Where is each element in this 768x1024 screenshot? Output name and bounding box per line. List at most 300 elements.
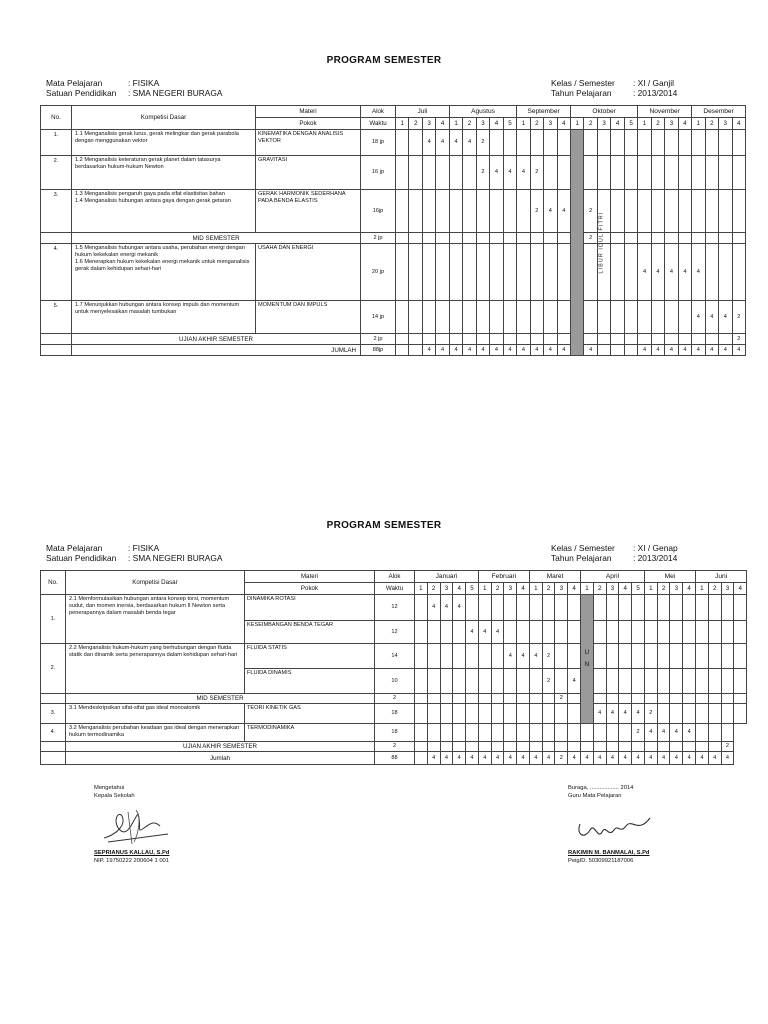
week-cell bbox=[491, 742, 504, 752]
week-cell bbox=[683, 694, 696, 704]
week-cell: 4 bbox=[557, 190, 570, 233]
week-cell: 4 bbox=[440, 752, 453, 765]
week-cell: 4 bbox=[606, 704, 619, 724]
week-cell bbox=[632, 742, 645, 752]
kompetensi-dasar: 3.2 Menganalisis perubahan keadaan gas ideal dengan menerapkan hukum termodinamika bbox=[66, 724, 245, 742]
table-row bbox=[41, 742, 747, 752]
week-cell bbox=[619, 595, 632, 621]
header-week: 3 bbox=[721, 583, 734, 595]
header-week: 4 bbox=[453, 583, 466, 595]
week-cell bbox=[476, 301, 489, 334]
week-cell bbox=[721, 669, 734, 694]
week-cell bbox=[696, 644, 709, 669]
week-cell bbox=[611, 233, 624, 244]
week-cell bbox=[611, 345, 624, 356]
header-week: 3 bbox=[422, 118, 435, 130]
week-cell bbox=[638, 301, 651, 334]
week-cell bbox=[466, 724, 479, 742]
table-row bbox=[41, 334, 746, 345]
header-week: 1 bbox=[644, 583, 657, 595]
week-cell bbox=[440, 704, 453, 724]
week-cell bbox=[544, 156, 557, 190]
week-cell bbox=[503, 233, 517, 244]
week-cell: 4 bbox=[436, 130, 449, 156]
week-cell bbox=[517, 190, 530, 233]
place-date: Buraga, .................. 2014 bbox=[568, 785, 634, 791]
week-cell bbox=[568, 694, 581, 704]
week-cell bbox=[683, 704, 696, 724]
week-cell bbox=[624, 244, 637, 301]
week-cell bbox=[611, 301, 624, 334]
header-materi: Materi bbox=[256, 106, 361, 118]
week-cell bbox=[644, 742, 657, 752]
week-cell: 4 bbox=[584, 345, 597, 356]
week-cell: 4 bbox=[719, 345, 732, 356]
week-cell bbox=[529, 595, 542, 621]
week-cell bbox=[542, 724, 555, 742]
kompetensi-dasar: 3.1 Mendeskripsikan sifat-sifat gas ideal monoatomik bbox=[66, 704, 245, 724]
alokasi-waktu: 2 bbox=[375, 742, 415, 752]
week-cell bbox=[708, 704, 721, 724]
header-waktu: Waktu bbox=[375, 583, 415, 595]
semester2-table bbox=[40, 570, 747, 765]
week-cell bbox=[606, 621, 619, 644]
header-week: 2 bbox=[657, 583, 670, 595]
header-week: 3 bbox=[504, 583, 517, 595]
week-cell bbox=[504, 621, 517, 644]
guru-label: Guru Mata Pelajaran bbox=[568, 792, 622, 799]
materi-pokok: DINAMIKA ROTASI bbox=[245, 595, 375, 621]
header-week: 3 bbox=[670, 583, 683, 595]
week-cell bbox=[396, 301, 409, 334]
headmaster-name: SEPRIANUS KALLAU, S.Pd bbox=[94, 850, 170, 857]
week-cell bbox=[657, 669, 670, 694]
week-cell bbox=[624, 130, 637, 156]
week-cell bbox=[478, 724, 491, 742]
table-row bbox=[41, 130, 746, 156]
week-cell bbox=[490, 301, 503, 334]
week-cell bbox=[670, 669, 683, 694]
week-cell bbox=[415, 644, 428, 669]
week-cell: 4 bbox=[557, 345, 570, 356]
week-cell bbox=[644, 644, 657, 669]
week-cell bbox=[491, 644, 504, 669]
week-cell bbox=[415, 724, 428, 742]
header-month: Desember bbox=[692, 106, 746, 118]
week-cell: 4 bbox=[503, 345, 517, 356]
week-cell: 2 bbox=[732, 334, 746, 345]
uas-label: UJIAN AKHIR SEMESTER bbox=[66, 742, 375, 752]
week-cell bbox=[440, 694, 453, 704]
row-no: 3. bbox=[41, 704, 66, 724]
week-cell bbox=[557, 233, 570, 244]
header-pokok: Pokok bbox=[256, 118, 361, 130]
week-cell: 4 bbox=[593, 752, 606, 765]
week-cell bbox=[529, 724, 542, 742]
week-cell bbox=[597, 156, 610, 190]
week-cell: 4 bbox=[490, 156, 503, 190]
week-cell bbox=[409, 345, 422, 356]
week-cell: 4 bbox=[449, 130, 462, 156]
header-month: Juli bbox=[396, 106, 450, 118]
week-cell bbox=[415, 694, 428, 704]
week-cell: 4 bbox=[719, 301, 732, 334]
header-week: 4 bbox=[734, 583, 747, 595]
kd-item: 1.5 Menganalisis hubungan antara usaha, perubahan energi dengan hukum kekekalan energi mekanik bbox=[75, 245, 245, 258]
week-cell bbox=[490, 233, 503, 244]
table-row bbox=[41, 244, 746, 301]
week-cell bbox=[568, 595, 581, 621]
week-cell bbox=[619, 742, 632, 752]
headmaster-nip: NIP. 19750222 200604 1 001 bbox=[94, 857, 169, 864]
week-cell bbox=[436, 244, 449, 301]
mapel-label: Mata Pelajaran bbox=[46, 78, 103, 88]
week-cell bbox=[708, 621, 721, 644]
tahun-label: Tahun Pelajaran bbox=[551, 553, 612, 563]
week-cell bbox=[503, 190, 517, 233]
week-cell bbox=[517, 130, 530, 156]
header-week: 5 bbox=[632, 583, 645, 595]
week-cell bbox=[665, 156, 678, 190]
week-cell bbox=[611, 130, 624, 156]
week-cell bbox=[568, 704, 581, 724]
week-cell bbox=[678, 334, 692, 345]
week-cell bbox=[396, 130, 409, 156]
week-cell bbox=[478, 595, 491, 621]
header-week: 1 bbox=[415, 583, 428, 595]
header-week: 4 bbox=[568, 583, 581, 595]
week-cell bbox=[708, 742, 721, 752]
header-materi: Materi bbox=[245, 571, 375, 583]
header-week: 2 bbox=[463, 118, 476, 130]
week-cell bbox=[606, 595, 619, 621]
week-cell: 4 bbox=[427, 752, 440, 765]
week-cell bbox=[504, 742, 517, 752]
week-cell bbox=[544, 334, 557, 345]
week-cell bbox=[517, 334, 530, 345]
week-cell: 4 bbox=[436, 345, 449, 356]
week-cell bbox=[670, 742, 683, 752]
week-cell bbox=[415, 704, 428, 724]
header-month: Februari bbox=[478, 571, 529, 583]
week-cell: 4 bbox=[529, 752, 542, 765]
header-week: 5 bbox=[624, 118, 637, 130]
week-cell bbox=[463, 156, 476, 190]
row-no: 2. bbox=[41, 156, 72, 190]
week-cell bbox=[436, 156, 449, 190]
semester2-meta-left bbox=[46, 543, 222, 563]
un-column bbox=[581, 595, 594, 724]
week-cell bbox=[705, 130, 718, 156]
week-cell bbox=[517, 244, 530, 301]
week-cell bbox=[568, 644, 581, 669]
week-cell bbox=[503, 301, 517, 334]
week-cell: 2 bbox=[476, 156, 489, 190]
week-cell bbox=[721, 724, 734, 742]
kelas-value: : XI / Genap bbox=[633, 543, 678, 553]
header-week: 1 bbox=[478, 583, 491, 595]
table-row bbox=[41, 190, 746, 233]
week-cell: 4 bbox=[632, 704, 645, 724]
week-cell bbox=[453, 694, 466, 704]
un-label-2: N bbox=[584, 661, 590, 668]
alokasi-waktu: 2 jp bbox=[361, 334, 396, 345]
uas-label: UJIAN AKHIR SEMESTER bbox=[72, 334, 361, 345]
week-cell bbox=[504, 669, 517, 694]
week-cell: 4 bbox=[606, 752, 619, 765]
week-cell: 4 bbox=[692, 301, 705, 334]
week-cell: 2 bbox=[721, 742, 734, 752]
week-cell bbox=[396, 190, 409, 233]
week-cell bbox=[463, 301, 476, 334]
week-cell bbox=[440, 742, 453, 752]
week-cell bbox=[544, 130, 557, 156]
week-cell bbox=[568, 621, 581, 644]
alokasi-waktu: 12 bbox=[375, 595, 415, 621]
week-cell bbox=[692, 190, 705, 233]
week-cell bbox=[503, 334, 517, 345]
week-cell bbox=[732, 156, 746, 190]
week-cell bbox=[593, 724, 606, 742]
week-cell bbox=[651, 156, 664, 190]
week-cell bbox=[529, 669, 542, 694]
week-cell bbox=[544, 244, 557, 301]
week-cell bbox=[427, 621, 440, 644]
kelas-label: Kelas / Semester bbox=[551, 543, 615, 553]
week-cell bbox=[503, 130, 517, 156]
kompetensi-dasar bbox=[72, 244, 256, 301]
header-week: 2 bbox=[530, 118, 543, 130]
alokasi-waktu: 2 jp bbox=[361, 233, 396, 244]
week-cell bbox=[427, 644, 440, 669]
header-week: 2 bbox=[705, 118, 718, 130]
kompetensi-dasar bbox=[72, 130, 256, 156]
kepala-sekolah-label: Kepala Sekolah bbox=[94, 792, 135, 799]
header-month: November bbox=[638, 106, 692, 118]
week-cell: 4 bbox=[503, 156, 517, 190]
week-cell bbox=[651, 190, 664, 233]
week-cell: 4 bbox=[657, 752, 670, 765]
week-cell bbox=[466, 595, 479, 621]
week-cell bbox=[396, 244, 409, 301]
week-cell bbox=[581, 742, 594, 752]
week-cell bbox=[632, 669, 645, 694]
week-cell bbox=[696, 595, 709, 621]
week-cell bbox=[409, 156, 422, 190]
week-cell: 2 bbox=[644, 704, 657, 724]
week-cell bbox=[721, 644, 734, 669]
header-week: 3 bbox=[606, 583, 619, 595]
header-week: 1 bbox=[696, 583, 709, 595]
week-cell: 4 bbox=[638, 345, 651, 356]
week-cell bbox=[657, 644, 670, 669]
week-cell bbox=[721, 595, 734, 621]
row-no bbox=[41, 345, 72, 356]
week-cell: 4 bbox=[657, 724, 670, 742]
header-week: 5 bbox=[466, 583, 479, 595]
header-week: 2 bbox=[708, 583, 721, 595]
week-cell bbox=[517, 724, 530, 742]
week-cell bbox=[611, 334, 624, 345]
week-cell bbox=[721, 694, 734, 704]
week-cell bbox=[683, 595, 696, 621]
week-cell bbox=[409, 301, 422, 334]
week-cell: 4 bbox=[644, 724, 657, 742]
week-cell bbox=[453, 742, 466, 752]
week-cell bbox=[670, 595, 683, 621]
week-cell bbox=[466, 704, 479, 724]
week-cell: 4 bbox=[449, 345, 462, 356]
week-cell bbox=[678, 130, 692, 156]
row-no bbox=[41, 752, 66, 765]
week-cell bbox=[619, 621, 632, 644]
week-cell bbox=[619, 644, 632, 669]
week-cell bbox=[619, 724, 632, 742]
week-cell: 2 bbox=[530, 156, 543, 190]
week-cell bbox=[593, 644, 606, 669]
week-cell: 4 bbox=[692, 244, 705, 301]
row-no: 4. bbox=[41, 244, 72, 301]
week-cell bbox=[463, 190, 476, 233]
week-cell bbox=[422, 156, 435, 190]
week-cell bbox=[734, 694, 747, 704]
week-cell bbox=[584, 244, 597, 301]
week-cell bbox=[719, 130, 732, 156]
week-cell: 4 bbox=[463, 130, 476, 156]
week-cell bbox=[632, 595, 645, 621]
week-cell bbox=[732, 244, 746, 301]
un-label-1: U bbox=[584, 649, 590, 656]
week-cell bbox=[670, 704, 683, 724]
week-cell bbox=[427, 694, 440, 704]
week-cell bbox=[557, 130, 570, 156]
header-week: 3 bbox=[665, 118, 678, 130]
week-cell: 4 bbox=[651, 345, 664, 356]
week-cell bbox=[478, 704, 491, 724]
alokasi-waktu: 2 bbox=[375, 694, 415, 704]
week-cell bbox=[696, 742, 709, 752]
row-no bbox=[41, 742, 66, 752]
week-cell bbox=[670, 694, 683, 704]
week-cell bbox=[638, 130, 651, 156]
alokasi-waktu: 18 bbox=[375, 704, 415, 724]
alokasi-waktu: 14 bbox=[375, 644, 415, 669]
signature-left-image bbox=[98, 804, 178, 850]
week-cell bbox=[396, 345, 409, 356]
week-cell: 4 bbox=[476, 345, 489, 356]
week-cell bbox=[409, 130, 422, 156]
week-cell bbox=[606, 742, 619, 752]
week-cell: 4 bbox=[683, 724, 696, 742]
tahun-value: : 2013/2014 bbox=[633, 88, 678, 98]
week-cell: 4 bbox=[491, 752, 504, 765]
week-cell bbox=[683, 644, 696, 669]
week-cell bbox=[463, 233, 476, 244]
row-no: 5. bbox=[41, 301, 72, 334]
week-cell: 4 bbox=[478, 752, 491, 765]
week-cell: 4 bbox=[422, 345, 435, 356]
week-cell: 4 bbox=[568, 669, 581, 694]
table-row bbox=[41, 752, 747, 765]
week-cell bbox=[692, 130, 705, 156]
week-cell: 4 bbox=[530, 345, 543, 356]
week-cell bbox=[624, 301, 637, 334]
header-week: 1 bbox=[581, 583, 594, 595]
alokasi-waktu: 14 jp bbox=[361, 301, 396, 334]
week-cell bbox=[555, 724, 568, 742]
week-cell bbox=[555, 704, 568, 724]
week-cell: 4 bbox=[517, 752, 530, 765]
week-cell bbox=[644, 621, 657, 644]
week-cell: 4 bbox=[696, 752, 709, 765]
week-cell bbox=[427, 669, 440, 694]
week-cell: 4 bbox=[581, 752, 594, 765]
kelas-label: Kelas / Semester bbox=[551, 78, 615, 88]
table-row bbox=[41, 301, 746, 334]
week-cell bbox=[593, 742, 606, 752]
week-cell bbox=[597, 130, 610, 156]
week-cell bbox=[696, 621, 709, 644]
mengetahui-label: Mengetahui bbox=[94, 785, 125, 791]
week-cell bbox=[436, 334, 449, 345]
week-cell bbox=[632, 621, 645, 644]
week-cell bbox=[705, 233, 718, 244]
week-cell bbox=[476, 334, 489, 345]
week-cell bbox=[597, 345, 610, 356]
alokasi-waktu: 12 bbox=[375, 621, 415, 644]
week-cell bbox=[440, 644, 453, 669]
week-cell: 4 bbox=[683, 752, 696, 765]
semester2-meta-right bbox=[551, 543, 678, 563]
header-month: Maret bbox=[529, 571, 580, 583]
week-cell bbox=[651, 301, 664, 334]
week-cell bbox=[708, 694, 721, 704]
table-row bbox=[41, 724, 747, 742]
week-cell bbox=[584, 156, 597, 190]
kelas-value: : XI / Ganjil bbox=[633, 78, 674, 88]
table-row bbox=[41, 233, 746, 244]
table-row bbox=[41, 345, 746, 356]
materi-pokok: KINEMATIKA DENGAN ANALISIS VEKTOR bbox=[256, 130, 361, 156]
header-month: Juni bbox=[696, 571, 747, 583]
week-cell bbox=[696, 704, 709, 724]
alokasi-waktu: 18 bbox=[375, 724, 415, 742]
week-cell bbox=[719, 190, 732, 233]
week-cell bbox=[453, 621, 466, 644]
header-alok: Alok bbox=[375, 571, 415, 583]
week-cell: 4 bbox=[632, 752, 645, 765]
satuan-label: Satuan Pendidikan bbox=[46, 88, 117, 98]
row-no: 4. bbox=[41, 724, 66, 742]
mapel-value: : FISIKA bbox=[128, 78, 160, 88]
alokasi-waktu: 16jp bbox=[361, 190, 396, 233]
week-cell bbox=[530, 233, 543, 244]
week-cell bbox=[721, 704, 734, 724]
header-week: 2 bbox=[593, 583, 606, 595]
week-cell: 4 bbox=[517, 156, 530, 190]
week-cell bbox=[719, 233, 732, 244]
libur-label: LIBUR IDUL FITRI bbox=[598, 211, 605, 274]
week-cell bbox=[466, 742, 479, 752]
week-cell bbox=[517, 694, 530, 704]
jumlah-label: JUMLAH bbox=[72, 345, 361, 356]
kd-item: 1.4 Menganalisis hubungan antara gaya dengan gerak getaran bbox=[75, 198, 231, 204]
header-week: 1 bbox=[396, 118, 409, 130]
week-cell bbox=[732, 233, 746, 244]
table-row bbox=[41, 694, 747, 704]
week-cell bbox=[422, 233, 435, 244]
week-cell: 4 bbox=[544, 345, 557, 356]
